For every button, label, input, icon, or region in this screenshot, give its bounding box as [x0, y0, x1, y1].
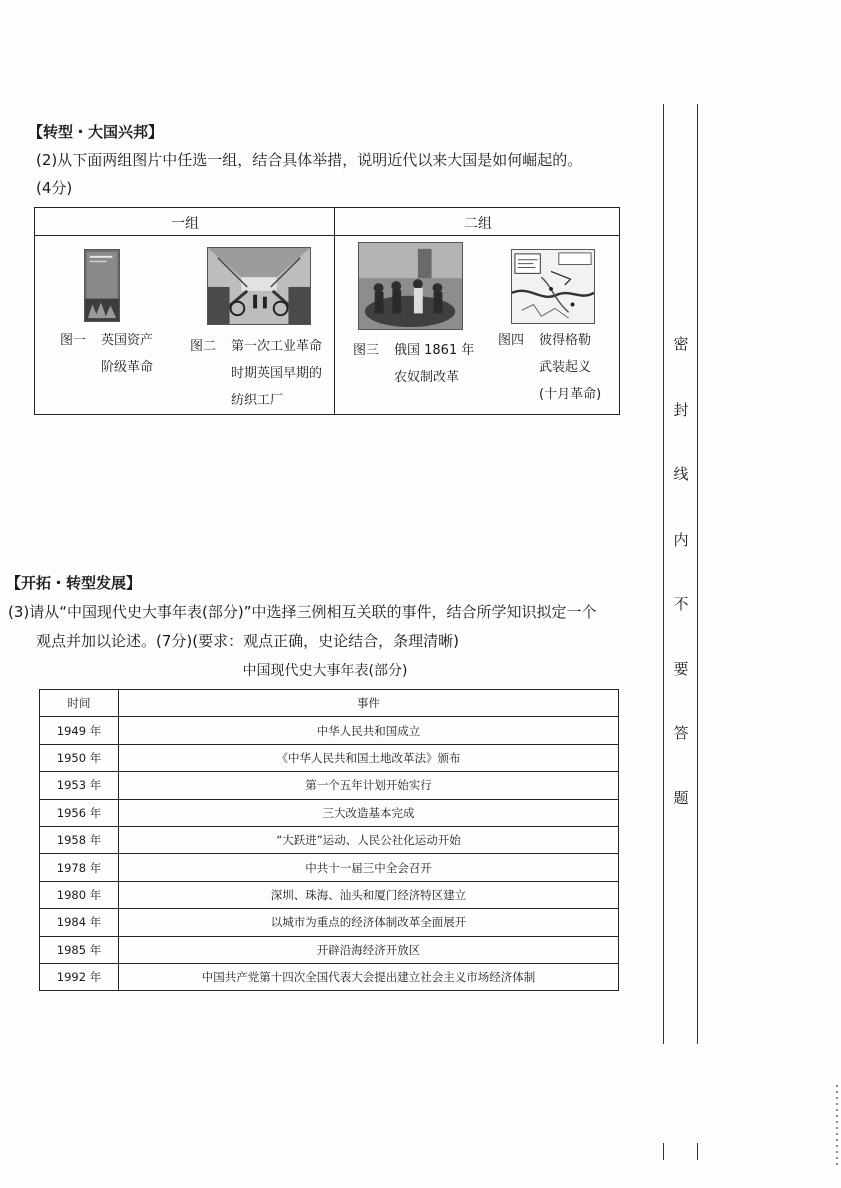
fig3-serf-reform-image [358, 242, 463, 330]
row-year: 1956 年 [40, 799, 119, 826]
binding-char: 封 [673, 401, 689, 419]
fig1-caption-line1: 英国资产 [101, 333, 154, 348]
table-row [40, 717, 619, 744]
row-year: 1992 年 [40, 963, 119, 990]
picture-groups-table [34, 207, 620, 415]
row-year: 1984 年 [40, 909, 119, 936]
binding-char: 答 [673, 724, 689, 742]
table-row [40, 826, 619, 853]
question-2-line2: (4分) [36, 179, 73, 197]
fig2-caption-line3: 纺织工厂 [231, 393, 284, 408]
row-event: 中华人民共和国成立 [119, 717, 619, 744]
row-year: 1949 年 [40, 717, 119, 744]
binding-tick-right [697, 1143, 698, 1160]
fig3-caption-line1: 俄国 1861 年 [394, 343, 475, 358]
fig2-label: 图二 [190, 339, 217, 354]
binding-char: 线 [673, 465, 689, 483]
section-heading-development: 【开拓・转型发展】 [6, 574, 142, 592]
events-table-title: 中国现代史大事年表(部分) [242, 663, 408, 679]
row-event: 深圳、珠海、汕头和厦门经济特区建立 [119, 881, 619, 908]
edge-perforation [836, 1085, 838, 1165]
binding-char: 不 [673, 595, 689, 613]
fig2-caption-line1: 第一次工业革命 [231, 339, 323, 354]
row-event: 开辟沿海经济开放区 [119, 936, 619, 963]
binding-char: 题 [673, 789, 689, 807]
row-year: 1953 年 [40, 772, 119, 799]
group2-header: 二组 [464, 216, 492, 232]
table-row [40, 744, 619, 771]
binding-char: 内 [673, 531, 689, 549]
table-row [40, 936, 619, 963]
row-event: 三大改造基本完成 [119, 799, 619, 826]
row-event: 以城市为重点的经济体制改革全面展开 [119, 909, 619, 936]
fig4-caption-line1: 彼得格勒 [539, 333, 592, 348]
fig1-label: 图一 [60, 333, 87, 348]
row-year: 1950 年 [40, 744, 119, 771]
question-3-line1: (3)请从“中国现代史大事年表(部分)”中选择三例相互关联的事件，结合所学知识拟定一个 [8, 603, 597, 621]
fig4-petrograd-map-image [511, 249, 595, 324]
fig3-label: 图三 [353, 343, 380, 358]
fig3-caption-line2: 农奴制改革 [394, 370, 460, 385]
fig4-label: 图四 [498, 333, 525, 348]
fig2-caption-line2: 时期英国早期的 [231, 366, 323, 381]
question-2-line1: (2)从下面两组图片中任选一组，结合具体举措，说明近代以来大国是如何崛起的。 [36, 151, 583, 169]
table-row [40, 799, 619, 826]
col-time-header: 时间 [40, 690, 119, 717]
row-event: 中共十一届三中全会召开 [119, 854, 619, 881]
events-table [39, 689, 619, 991]
events-table-header-row [40, 690, 619, 717]
row-year: 1958 年 [40, 826, 119, 853]
table-row [40, 854, 619, 881]
row-event: 第一个五年计划开始实行 [119, 772, 619, 799]
section-heading-transformation: 【转型・大国兴邦】 [28, 123, 164, 141]
binding-tick-left [663, 1143, 664, 1160]
fig1-caption-line2: 阶级革命 [101, 360, 154, 375]
binding-char: 要 [673, 660, 689, 678]
row-year: 1980 年 [40, 881, 119, 908]
fig4-caption-line3: (十月革命) [539, 387, 602, 402]
table-row [40, 772, 619, 799]
table-row [40, 909, 619, 936]
row-year: 1978 年 [40, 854, 119, 881]
row-event: 《中华人民共和国土地改革法》颁布 [119, 744, 619, 771]
row-event: “大跃进”运动、人民公社化运动开始 [119, 826, 619, 853]
table-row [40, 881, 619, 908]
binding-char: 密 [673, 335, 689, 353]
binding-line-right [697, 104, 698, 1044]
group1-header: 一组 [171, 216, 199, 232]
col-event-header: 事件 [119, 690, 619, 717]
row-event: 中国共产党第十四次全国代表大会提出建立社会主义市场经济体制 [119, 963, 619, 990]
question-3-line2: 观点并加以论述。(7分)(要求：观点正确，史论结合，条理清晰) [36, 632, 459, 650]
fig4-caption-line2: 武装起义 [539, 360, 592, 375]
binding-line-left [663, 104, 664, 1044]
row-year: 1985 年 [40, 936, 119, 963]
fig2-textile-factory-image [207, 247, 311, 325]
fig1-english-revolution-image [84, 249, 120, 322]
table-row [40, 963, 619, 990]
